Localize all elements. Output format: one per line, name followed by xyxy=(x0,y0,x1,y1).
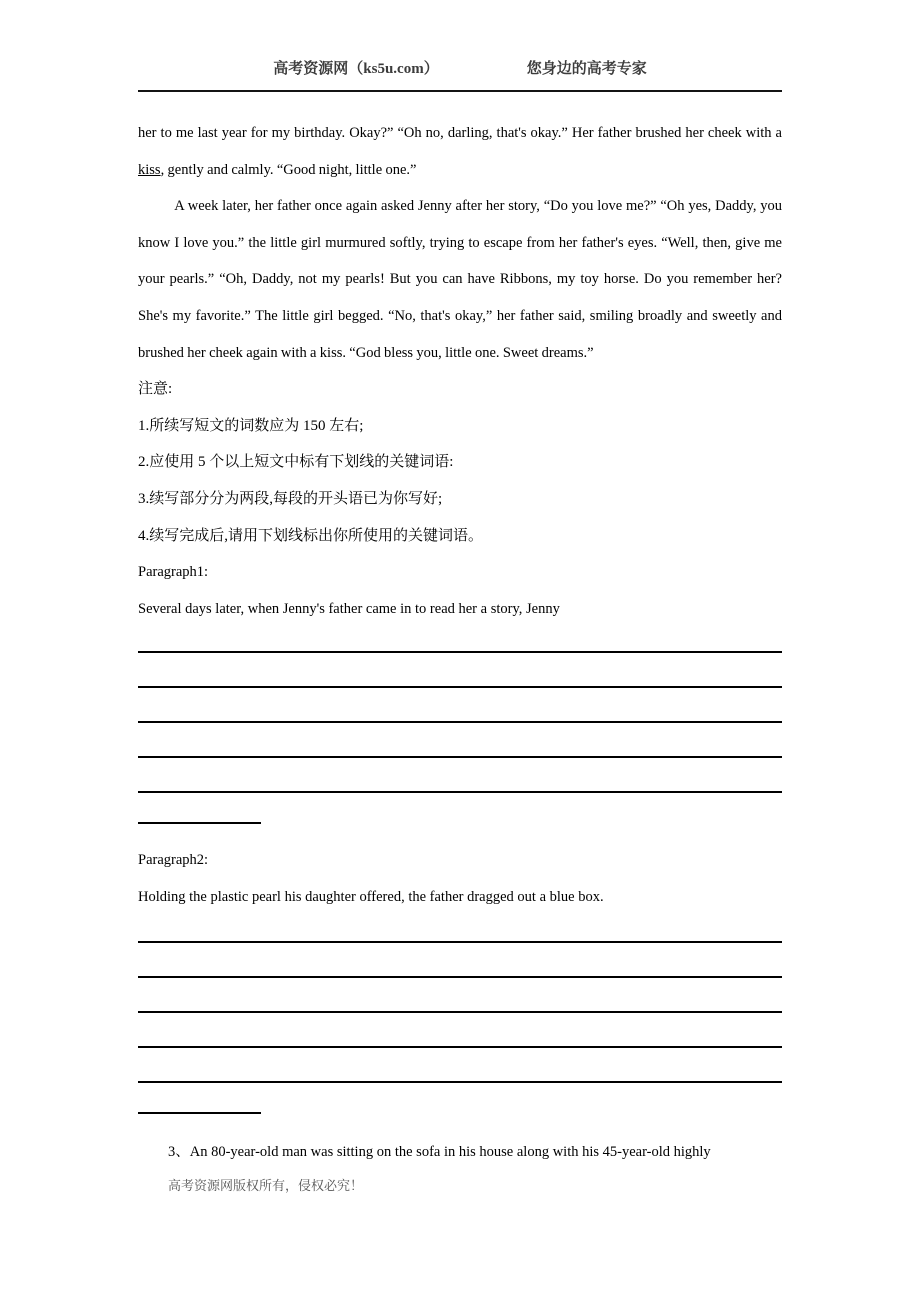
note-item-2: 2.应使用 5 个以上短文中标有下划线的关键词语: xyxy=(138,454,454,471)
story-text-after: , gently and calmly. “Good night, little one.” xyxy=(160,161,417,178)
site-slogan: 您身边的高考专家 xyxy=(526,61,647,77)
writing-line xyxy=(138,688,782,723)
writing-line xyxy=(138,916,782,943)
writing-line xyxy=(138,653,782,688)
writing-line xyxy=(138,1013,782,1048)
writing-lines-block-2 xyxy=(138,916,782,1083)
short-writing-line xyxy=(138,793,261,824)
writing-line xyxy=(138,978,782,1013)
instructions-block xyxy=(138,371,782,554)
page-header xyxy=(138,0,782,78)
story-paragraph-2: A week later, her father once again asked Jenny after her story, “Do you love me?” “Oh yes, Daddy, you know I love you.” the little girl murmured softly, trying to escape from her father's eyes. “Well, then, give me your pearls.” “Oh, Daddy, not my pearls! But you can have Ribbons, my toy horse. Do you remember her? She's my favorite.” The little girl begged. “No, that's okay,” her father said, smiling broadly and sweetly and brushed her cheek again with a kiss. “God bless you, little one. Sweet dreams.” xyxy=(138,198,782,361)
short-writing-line xyxy=(138,1083,261,1114)
next-question-intro: 3、An 80-year-old man was sitting on the sofa in his house along with his 45-year-old highly xyxy=(168,1143,711,1160)
story-passage xyxy=(138,115,782,371)
note-item-3: 3.续写部分分为两段,每段的开头语已为你写好; xyxy=(138,490,443,507)
story-paragraph-1 xyxy=(138,115,782,188)
paragraph1-label: Paragraph1: xyxy=(138,564,209,581)
writing-line xyxy=(138,627,782,653)
notes-title: 注意: xyxy=(138,381,173,398)
writing-lines-block-1 xyxy=(138,627,782,793)
paragraph1-opener: Several days later, when Jenny's father came in to read her a story, Jenny xyxy=(138,600,560,617)
story-text-before: her to me last year for my birthday. Okay?” “Oh no, darling, that's okay.” Her father brushed her cheek with a xyxy=(138,125,782,141)
writing-line xyxy=(138,758,782,793)
note-item-1: 1.所续写短文的词数应为 150 左右; xyxy=(138,417,364,434)
writing-line xyxy=(138,1048,782,1083)
writing-line xyxy=(138,943,782,978)
paragraph2-opener: Holding the plastic pearl his daughter offered, the father dragged out a blue box. xyxy=(138,888,604,905)
copyright-footer: 高考资源网版权所有，侵权必究！ xyxy=(168,1178,364,1194)
paragraph2-label: Paragraph2: xyxy=(138,852,209,869)
writing-line xyxy=(138,723,782,758)
underlined-keyword-kiss: kiss xyxy=(138,161,161,178)
header-divider xyxy=(138,90,782,92)
note-item-4: 4.续写完成后,请用下划线标出你所使用的关键词语。 xyxy=(138,527,484,544)
site-name: 高考资源网（ks5u.com） xyxy=(273,61,439,77)
